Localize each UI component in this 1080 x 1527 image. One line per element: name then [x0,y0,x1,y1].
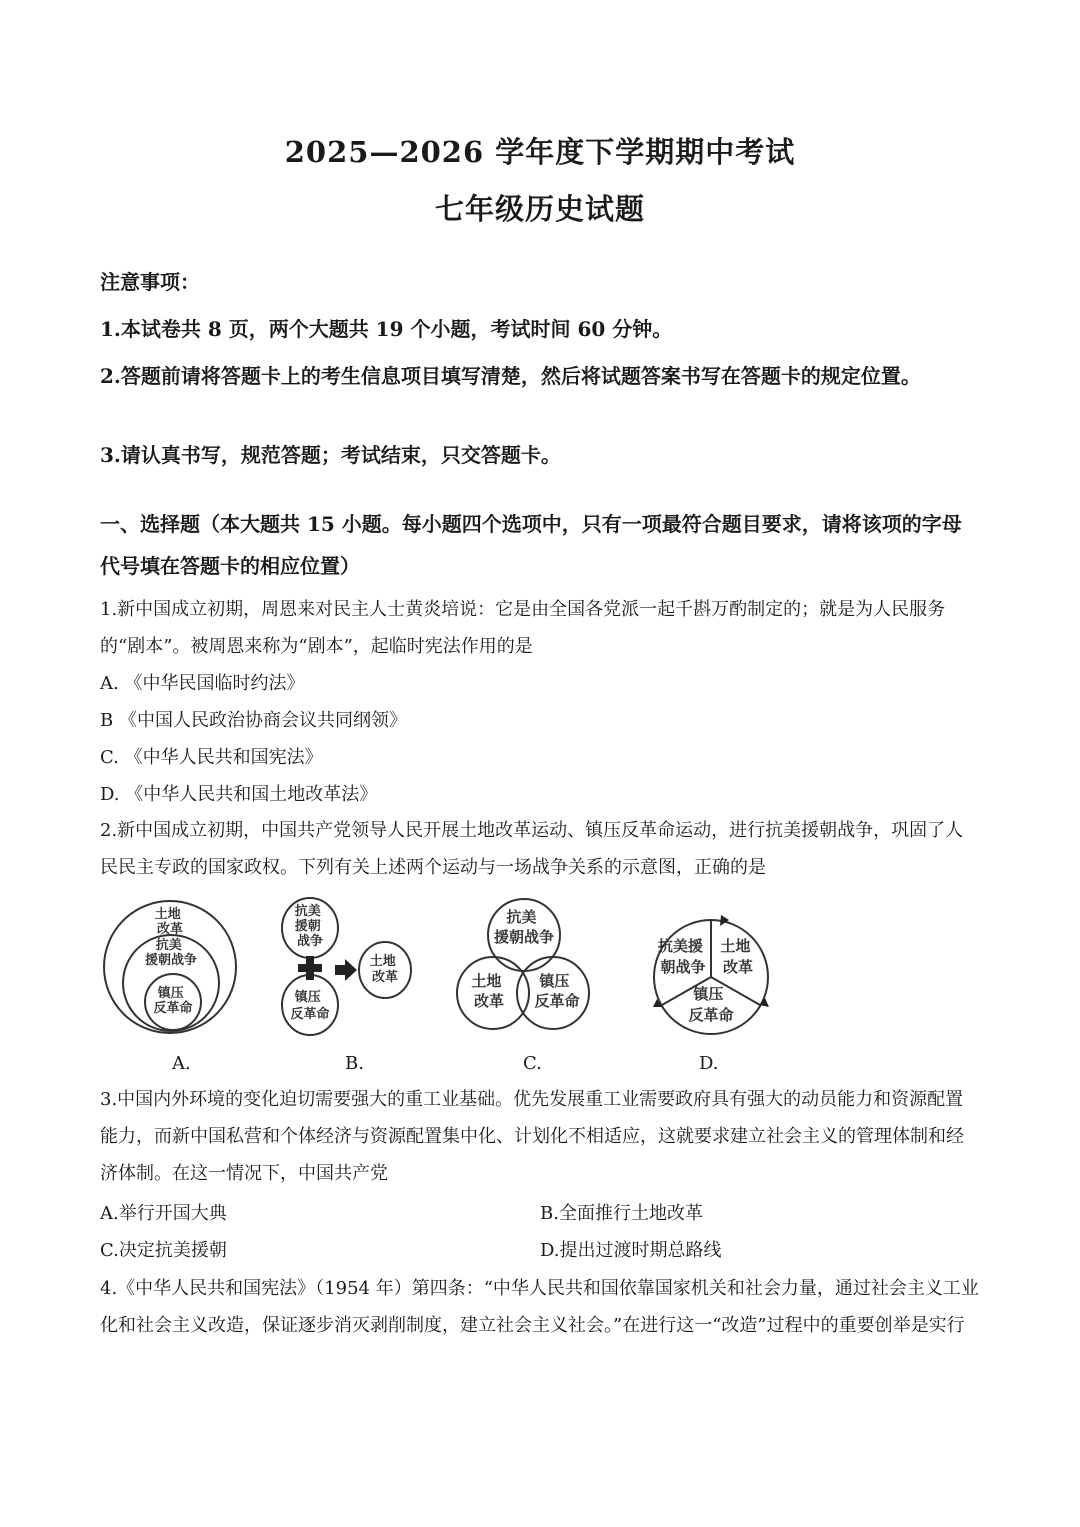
diagram-label-a: A. [172,1053,191,1074]
question-3-option-c: C.决定抗美援朝 [100,1240,227,1261]
question-2-stem: 2.新中国成立初期，中国共产党领导人民开展土地改革运动、镇压反革命运动，进行抗美援朝战争，巩固了人民民主专政的国家政权。下列有关上述两个运动与一场战争关系的示意图，正确的是 [100,820,964,878]
diagram-d-right-text: 土地 改革 [720,937,754,976]
notice-item: 2.答题前请将答题卡上的考生信息项目填写清楚，然后将试题答案书写在答题卡的规定位置。 [100,364,921,388]
section-heading: 一、选择题（本大题共 15 小题。每小题四个选项中，只有一项最符合题目要求，请将该项的字母代号填在答题卡的相应位置） [100,512,962,578]
diagram-label-c: C. [523,1053,542,1074]
diagram-c-left-text: 土地 改革 [471,972,505,1010]
diagram-b-plus-v [306,956,314,980]
question-1-option-d: D. 《中华人民共和国土地改革法》 [100,784,378,805]
exam-title: 2025—2026 学年度下学期期中考试 [284,135,796,169]
diagram-b-bottom-text: 镇压 反革命 [290,990,330,1022]
question-1-option-b: B 《中国人民政治协商会议共同纲领》 [100,710,407,731]
notice-item: 1.本试卷共 8 页，两个大题共 19 个小题，考试时间 60 分钟。 [100,317,673,341]
diagram-b-bottom-circle [282,975,338,1035]
diagram-c-right-text: 镇压 反革命 [534,972,580,1010]
diagram-b-result-text: 土地 改革 [369,954,399,985]
question-3-option-a: A.举行开国大典 [100,1203,227,1224]
question-3-option-b: B.全面推行土地改革 [540,1203,703,1224]
diagram-b-arrow [335,959,357,981]
notice-item: 3.请认真书写，规范答题；考试结束，只交答题卡。 [100,443,561,467]
diagram-a-outer-text: 土地 改革 [154,907,184,937]
notice-heading: 注意事项： [100,270,200,294]
exam-subtitle: 七年级历史试题 [434,192,645,226]
question-3-stem: 3.中国内外环境的变化迫切需要强大的重工业基础。优先发展重工业需要政府具有强大的动员能力和资源配置能力，而新中国私营和个体经济与资源配置集中化、计划化不相适应，这就要求建立社会主义的管理体制和经济体制。在这一情况下，中国共产党 [100,1089,964,1184]
diagram-label-b: B. [345,1053,364,1074]
diagram-label-d: D. [699,1053,719,1074]
diagram-d-left-text: 抗美援 朝战争 [657,937,706,976]
question-1-option-a: A. 《中华民国临时约法》 [100,673,305,694]
diagram-c-top-text: 抗美 援朝战争 [493,908,555,946]
diagram-svg [95,895,795,1040]
question-1-stem: 1.新中国成立初期，周恩来对民主人士黄炎培说：它是由全国各党派一起千斟万酌制定的；就是为人民服务的“剧本”。被周恩来称为“剧本”，起临时宪法作用的是 [100,599,946,657]
question-4-stem: 4.《中华人民共和国宪法》（1954 年）第四条：“中华人民共和国依靠国家机关和社会力量，通过社会主义工业化和社会主义改造，保证逐步消灭剥削制度，建立社会主义社会。”在进行这一“改造”过程中的重要创举是实行 [100,1278,979,1336]
question-2-diagrams [95,895,795,1040]
diagram-a-inner-text: 镇压 反革命 [153,986,193,1016]
diagram-b-top-text: 抗美 援朝 战争 [294,904,324,949]
question-3-option-d: D.提出过渡时期总路线 [540,1240,722,1261]
diagram-a-middle-text: 抗美 援朝战争 [144,938,198,968]
diagram-d-bottom-text: 镇压 反革命 [688,985,734,1024]
question-1-option-c: C. 《中华人民共和国宪法》 [100,747,323,768]
diagram-d-arrow [720,915,729,926]
